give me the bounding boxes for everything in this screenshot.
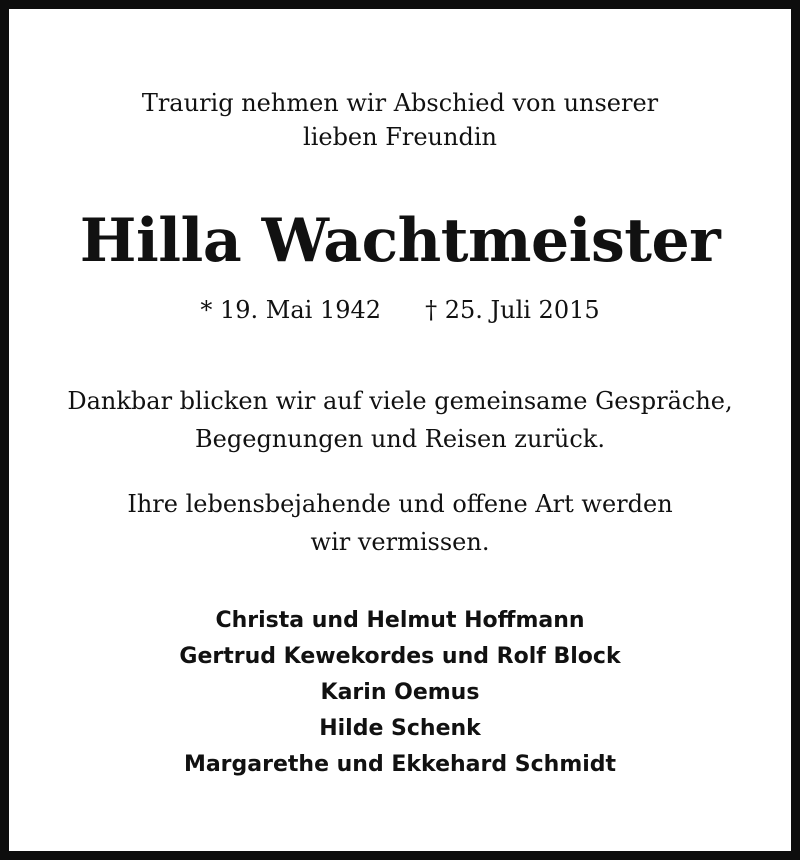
gratitude-line-2: Begegnungen und Reisen zurück. bbox=[195, 425, 605, 453]
remembrance-line-2: wir vermissen. bbox=[310, 528, 490, 556]
life-dates bbox=[9, 293, 791, 327]
signatory: Christa und Helmut Hoffmann bbox=[215, 608, 585, 633]
signatories-list bbox=[9, 603, 791, 783]
signatory: Margarethe und Ekkehard Schmidt bbox=[183, 752, 617, 777]
intro-line-1: Traurig nehmen wir Abschied von unserer bbox=[141, 89, 659, 117]
deceased-name: Hilla Wachtmeister bbox=[79, 206, 721, 276]
birth-date: * 19. Mai 1942 bbox=[200, 296, 382, 324]
signatory: Hilde Schenk bbox=[319, 716, 481, 741]
intro-line-2: lieben Freundin bbox=[303, 123, 497, 151]
obituary-notice bbox=[9, 9, 791, 851]
signatory: Karin Oemus bbox=[320, 680, 480, 705]
gratitude-line-1: Dankbar blicken wir auf viele gemeinsame Gespräche, bbox=[67, 387, 733, 415]
gratitude-paragraph bbox=[9, 382, 791, 458]
remembrance-line-1: Ihre lebensbejahende und offene Art werden bbox=[127, 490, 673, 518]
signatory: Gertrud Kewekordes und Rolf Block bbox=[179, 644, 621, 669]
remembrance-paragraph bbox=[9, 485, 791, 561]
intro-text bbox=[9, 86, 791, 154]
death-date: † 25. Juli 2015 bbox=[425, 296, 600, 324]
